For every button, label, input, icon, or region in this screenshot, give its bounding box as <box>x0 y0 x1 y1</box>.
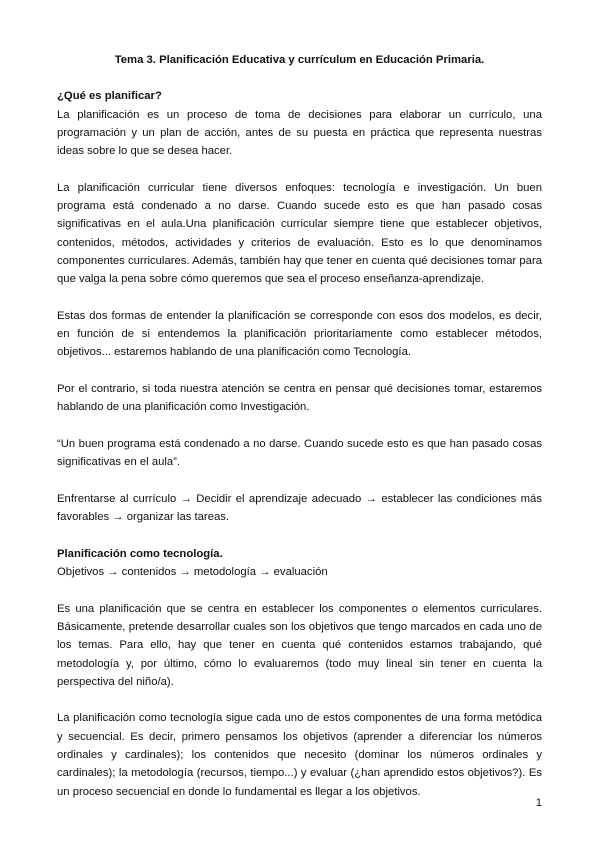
paragraph: La planificación como tecnología sigue cada uno de estos componentes de una forma metódica y secuencial. Es decir, primero pensamos los objetivos (aprender a diferenciar los números ordinales y cardinales); los contenidos que necesito (dominar los números ordinales y cardinales); la metodología (recursos, tiempo...) y evaluar (¿han aprendido estos objetivos?). Es un proceso secuencial en donde lo fundamental es llegar a los objetivos. <box>57 712 542 798</box>
page-number: 1 <box>535 797 542 809</box>
paragraph: La planificación curricular tiene diversos enfoques: tecnología e investigación. Un buen programa está condenado a no darse. Cuando sucede esto es que han pasado cosas significativas en el aula.Una planificación curricular siempre tiene que establecer objetivos, contenidos, métodos, actividades y criterios de evaluación. Esto es lo que denominamos componentes curriculares. Además, también hay que tener en cuenta qué decisiones tomar para que valga la pena sobre cómo queremos que sea el proceso enseñanza-aprendizaje. <box>57 181 542 286</box>
paragraph: La planificación es un proceso de toma de decisiones para elaborar un currículo, una programación y un plan de acción, antes de su puesta en práctica que representa nuestras ideas sobre lo que se desea hacer. <box>57 108 542 158</box>
section-heading-que-es-planificar: ¿Qué es planificar? <box>57 90 162 103</box>
paragraph: Es una planificación que se centra en establecer los componentes o elementos curriculares. Básicamente, pretende desarrollar cuales son los objetivos que tengo marcados en cada uno de los temas. Para ello, hay que tener en cuenta qué contenidos estamos trabajando, qué metodología y, por último, cómo lo evaluaremos (todo muy lineal sin tener en cuenta la perspectiva del niño/a). <box>57 602 542 688</box>
paragraph: Enfrentarse al currículo → Decidir el aprendizaje adecuado → establecer las condiciones más favorables → organizar las tareas. <box>57 492 542 524</box>
paragraph: Por el contrario, si toda nuestra atención se centra en pensar qué decisiones tomar, estaremos hablando de una planificación como Investigación. <box>57 383 542 414</box>
section-heading-planificacion-tecnologia: Planificación como tecnología. <box>57 547 223 560</box>
quote-paragraph: “Un buen programa está condenado a no darse. Cuando sucede esto es que han pasado cosas significativas en el aula”. <box>57 437 542 469</box>
document-page <box>57 51 542 801</box>
document-title: Tema 3. Planificación Educativa y currículum en Educación Primaria. <box>114 54 485 66</box>
paragraph: Estas dos formas de entender la planificación se corresponde con esos dos modelos, es decir, en función de si entendemos la planificación prioritariamente como establecer métodos, objetivos... estaremos hablando de una planificación como Tecnología. <box>57 309 542 359</box>
sequence-line: Objetivos → contenidos → metodología → evaluación <box>57 566 328 579</box>
